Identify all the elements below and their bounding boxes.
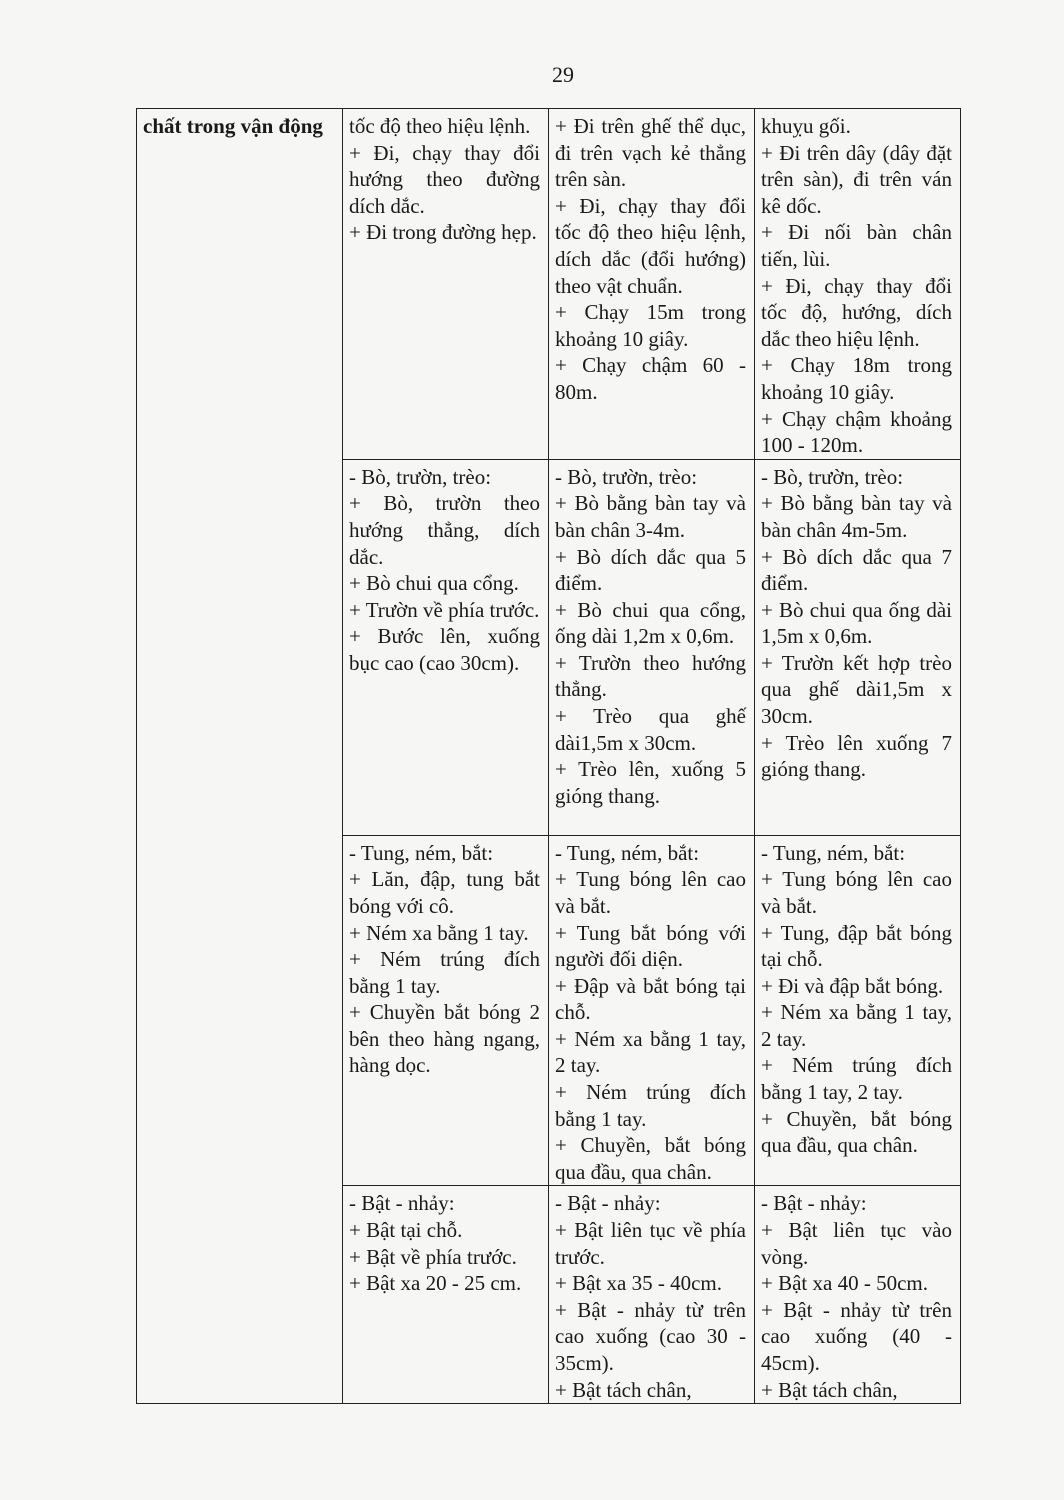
- cell-line: + Chuyền bắt bóng 2 bên theo hàng ngang, hàng dọc.: [349, 1000, 540, 1078]
- cell-line: + Ném trúng đích bằng 1 tay.: [349, 947, 540, 998]
- cell-line: + Đi và đập bắt bóng.: [761, 973, 944, 998]
- cell-line: + Đập và bắt bóng tại chỗ.: [555, 973, 746, 1025]
- row-label: chất trong vận động: [143, 114, 323, 138]
- table-cell: [549, 459, 755, 835]
- cell-line: + Bò chui qua cổng, ống dài 1,2m x 0,6m.: [555, 597, 746, 649]
- cell-line: + Trèo qua ghế dài1,5m x 30cm.: [555, 704, 746, 755]
- table-cell: [343, 1186, 549, 1404]
- cell-line: + Chạy chậm 60 - 80m.: [555, 353, 746, 404]
- cell-line: + Chạy 15m trong khoảng 10 giây.: [555, 300, 746, 351]
- cell-line: + Trèo lên, xuống 5 gióng thang.: [555, 757, 746, 808]
- cell-line: + Đi trên ghế thể dục, đi trên vạch kẻ thẳng trên sàn.: [555, 114, 746, 192]
- cell-line: + Ném trúng đích bằng 1 tay.: [555, 1080, 746, 1131]
- cell-line: + Bật liên tục vào vòng.: [761, 1218, 952, 1269]
- cell-line: + Trườn kết hợp trèo qua ghế dài1,5m x 30cm.: [761, 650, 952, 729]
- table-cell: [755, 459, 961, 835]
- cell-line: + Bò dích dắc qua 7 điểm.: [761, 544, 952, 596]
- cell-line: tốc độ theo hiệu lệnh.: [349, 114, 531, 138]
- cell-line: + Bò dích dắc qua 5 điểm.: [555, 544, 746, 596]
- cell-line: + Lăn, đập, tung bắt bóng với cô.: [349, 867, 540, 918]
- cell-line: + Đi, chạy thay đổi hướng theo đường dích dắc.: [349, 140, 540, 218]
- cell-line: + Đi nối bàn chân tiến, lùi.: [761, 220, 952, 271]
- cell-line: + Tung bóng lên cao và bắt.: [555, 867, 746, 918]
- cell-line: - Tung, ném, bắt:: [761, 840, 906, 865]
- table-row: [137, 109, 961, 460]
- cell-line: - Bật - nhảy:: [349, 1191, 455, 1216]
- cell-line: + Bật xa 40 - 50cm.: [761, 1271, 928, 1296]
- table-cell: [755, 109, 961, 460]
- cell-line: + Trườn theo hướng thẳng.: [555, 650, 746, 702]
- cell-line: + Ném xa bằng 1 tay, 2 tay.: [761, 1000, 952, 1051]
- table-cell: [549, 109, 755, 460]
- cell-line: + Bò, trườn theo hướng thẳng, dích dắc.: [349, 491, 540, 569]
- cell-line: khuỵu gối.: [761, 114, 851, 138]
- table-cell: [343, 109, 549, 460]
- cell-line: + Đi trong đường hẹp.: [349, 220, 537, 245]
- table-cell: [755, 835, 961, 1186]
- table-cell: [549, 835, 755, 1186]
- curriculum-table: [136, 108, 961, 1404]
- cell-line: + Ném trúng đích bằng 1 tay, 2 tay.: [761, 1053, 952, 1105]
- cell-line: + Bật liên tục về phía trước.: [555, 1218, 746, 1269]
- cell-line: + Bật tách chân,: [761, 1377, 898, 1402]
- cell-line: + Bật xa 35 - 40cm.: [555, 1271, 722, 1296]
- cell-line: + Trèo lên xuống 7 gióng thang.: [761, 730, 952, 782]
- cell-line: + Bật tại chỗ.: [349, 1218, 463, 1243]
- cell-line: + Trườn về phía trước.: [349, 597, 540, 622]
- cell-line: + Chạy chậm khoảng 100 - 120m.: [761, 406, 952, 458]
- cell-line: + Chuyền, bắt bóng qua đầu, qua chân.: [761, 1106, 952, 1158]
- cell-line: + Bò bằng bàn tay và bàn chân 3-4m.: [555, 491, 746, 542]
- cell-line: + Đi, chạy thay đổi tốc độ, hướng, dích dắc theo hiệu lệnh.: [761, 273, 952, 351]
- cell-line: + Chuyền, bắt bóng qua đầu, qua chân.: [555, 1133, 746, 1184]
- table-cell: [343, 835, 549, 1186]
- cell-line: + Bật về phía trước.: [349, 1244, 517, 1269]
- cell-line: + Ném xa bằng 1 tay.: [349, 920, 529, 945]
- cell-line: + Bò chui qua ống dài 1,5m x 0,6m.: [761, 597, 952, 649]
- cell-line: + Bật - nhảy từ trên cao xuống (40 - 45cm).: [761, 1297, 952, 1375]
- cell-line: + Bật tách chân,: [555, 1377, 692, 1402]
- cell-line: - Bò, trườn, trèo:: [349, 464, 492, 489]
- table-cell: [755, 1186, 961, 1404]
- cell-line: + Bò bằng bàn tay và bàn chân 4m-5m.: [761, 491, 952, 542]
- cell-line: + Chạy 18m trong khoảng 10 giây.: [761, 353, 952, 404]
- cell-line: + Tung bắt bóng với người đối diện.: [555, 920, 746, 972]
- cell-line: + Tung bóng lên cao và bắt.: [761, 867, 952, 918]
- table-cell: [549, 1186, 755, 1404]
- cell-line: + Bật - nhảy từ trên cao xuống (cao 30 - 35cm).: [555, 1297, 746, 1375]
- cell-line: + Đi, chạy thay đổi tốc độ theo hiệu lệnh, dích dắc (đổi hướng) theo vật chuẩn.: [555, 193, 746, 298]
- cell-line: - Bò, trườn, trèo:: [555, 464, 698, 489]
- cell-line: + Tung, đập bắt bóng tại chỗ.: [761, 920, 952, 972]
- cell-line: - Bật - nhảy:: [555, 1191, 661, 1216]
- cell-line: + Ném xa bằng 1 tay, 2 tay.: [555, 1026, 746, 1078]
- table-cell: [343, 459, 549, 835]
- cell-line: + Đi trên dây (dây đặt trên sàn), đi trên ván kê dốc.: [761, 140, 952, 218]
- cell-line: - Tung, ném, bắt:: [349, 840, 494, 865]
- cell-line: - Bò, trườn, trèo:: [761, 464, 904, 489]
- row-label-cell: [137, 109, 343, 1404]
- cell-line: + Bật xa 20 - 25 cm.: [349, 1271, 522, 1296]
- cell-line: - Bật - nhảy:: [761, 1191, 867, 1216]
- table-body: [137, 109, 961, 1404]
- cell-line: - Tung, ném, bắt:: [555, 840, 700, 865]
- cell-line: + Bước lên, xuống bục cao (cao 30cm).: [349, 624, 540, 675]
- cell-line: + Bò chui qua cổng.: [349, 571, 519, 596]
- page-number: 29: [552, 62, 574, 87]
